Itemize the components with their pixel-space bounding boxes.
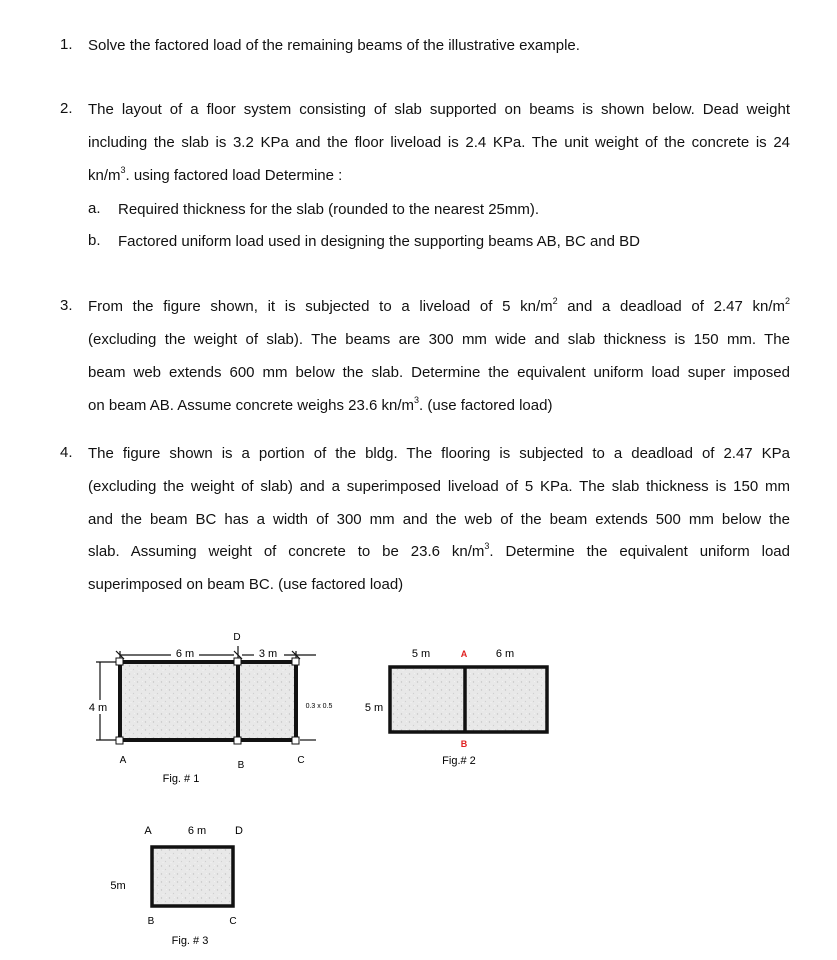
subitem-a-label: a.: [88, 200, 101, 217]
subitem-a-text: Required thickness for the slab (rounded to the nearest 25mm).: [118, 201, 540, 218]
figure-1: [89, 632, 333, 785]
fig1-column: [234, 658, 241, 665]
fig3-slab: [152, 847, 233, 906]
fig2-span-left: 5 m: [411, 648, 431, 660]
question-3-number: 3.: [60, 297, 73, 314]
question-3-line-4: on beam AB. Assume concrete weighs 23.6 $kn/m^3$. (use factored load): [88, 395, 553, 414]
fig1-label-d: D: [233, 632, 241, 643]
fig1-slab-right: [238, 662, 296, 740]
fig3-height: 5m: [110, 880, 126, 892]
subitem-b-text: Factored uniform load used in designing the supporting beams AB, BC and BD: [118, 233, 640, 250]
question-3-line-3: beam web extends 600 mm below the slab. Determine the equivalent uniform load super imposed: [88, 364, 790, 381]
question-2-line-1: The layout of a floor system consisting of slab supported on beams is shown below. Dead weight: [88, 101, 790, 118]
fig3-label-a: A: [144, 825, 152, 837]
fig2-slab: [390, 667, 547, 732]
fig1-column: [292, 737, 299, 744]
fig1-span-right: 3 m: [258, 648, 278, 660]
question-4-line-4: slab. Assuming weight of concrete to be 23.6 $kn/m^3$. Determine the equivalent uniform load: [88, 541, 790, 560]
question-4-line-5: superimposed on beam BC. (use factored load): [88, 576, 404, 593]
question-1-number: 1.: [60, 36, 73, 53]
fig2-caption: Fig.# 2: [442, 755, 476, 767]
question-2-line-2: including the slab is 3.2 KPa and the floor liveload is 2.4 KPa. The unit weight of the concrete is 24: [88, 134, 790, 151]
figure-3: [110, 825, 243, 947]
fig1-column: [116, 737, 123, 744]
fig2-span-right: 6 m: [495, 648, 515, 660]
fig1-label-a: A: [119, 755, 127, 766]
fig3-caption: Fig. # 3: [171, 935, 209, 947]
question-4-line-1: The figure shown is a portion of the bldg. The flooring is subjected to a deadload of 2.47 KPa: [88, 445, 790, 462]
fig2-label-b: B: [460, 739, 468, 749]
fig1-beam-section: 0.3 x 0.5: [305, 703, 333, 710]
figure-2: [365, 648, 547, 767]
fig1-column: [292, 658, 299, 665]
question-4-line-3: and the beam BC has a width of 300 mm and the web of the beam extends 500 mm below the: [88, 511, 790, 528]
fig3-label-b: B: [147, 916, 155, 927]
question-2-line-3: $kn/m^3$. using factored load Determine :: [88, 165, 343, 184]
question-3-line-2: (excluding the weight of slab). The beams are 300 mm wide and slab thickness is 150 mm. The: [88, 331, 790, 348]
fig1-height: 4 m: [88, 702, 108, 714]
question-4-number: 4.: [60, 444, 73, 461]
fig1-column: [234, 737, 241, 744]
fig2-label-a: A: [460, 649, 468, 659]
fig3-span: 6 m: [187, 825, 207, 837]
fig1-span-left: 6 m: [175, 648, 195, 660]
fig3-label-d: D: [235, 825, 243, 837]
question-2-number: 2.: [60, 100, 73, 117]
fig3-label-c: C: [229, 916, 237, 927]
subitem-b-label: b.: [88, 232, 101, 249]
fig1-label-b: B: [237, 760, 245, 771]
fig1-label-c: C: [297, 755, 305, 766]
fig1-caption: Fig. # 1: [162, 773, 200, 785]
fig2-height: 5 m: [364, 702, 384, 714]
question-3-line-1: From the figure shown, it is subjected to a liveload of 5 $kn/m^2$ and a deadload of 2.47 $kn/m^2$: [88, 296, 790, 315]
fig1-slab-left: [120, 662, 238, 740]
question-1-text: Solve the factored load of the remaining beams of the illustrative example.: [88, 37, 580, 54]
question-4-line-2: (excluding the weight of slab) and a superimposed liveload of 5 KPa. The slab thickness is 150 mm: [88, 478, 790, 495]
fig1-column: [116, 658, 123, 665]
